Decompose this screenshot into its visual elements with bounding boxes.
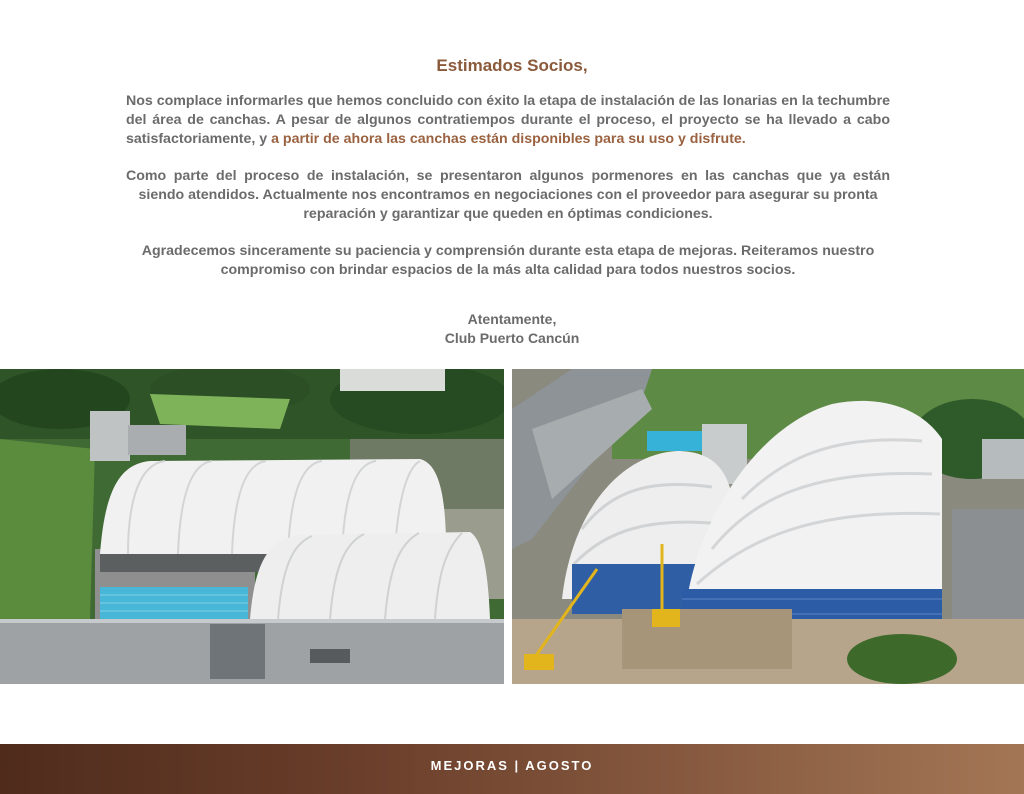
availability-highlight: a partir de ahora las canchas están disponibles para su uso y disfrute. (271, 131, 746, 147)
paragraph-thanks: Agradecemos sinceramente su paciencia y comprensión durante esta etapa de mejoras. Reiteramos nuestro compromiso con brindar espacios de la más alta calidad para todos nuestros socios. (141, 243, 875, 278)
paragraph-issues-rest: siendo atendidos. Actualmente nos encontramos en negociaciones con el proveedor para asegurar su pronta reparación y garantizar que queden en óptimas condiciones. (138, 187, 878, 222)
letter-body (126, 92, 890, 280)
paragraph-installation-text: Nos complace informarles que hemos concluido con éxito la etapa de instalación de las lonarias en la techumbre del área de canchas. A pesar de algunos contratiempos durante el proceso, el proyecto se ha llevado a cabo satisfactoriamente, y (126, 93, 890, 147)
paragraph-issues-line1: Como parte del proceso de instalación, se presentaron algunos pormenores en las canchas que ya están (126, 168, 890, 184)
closing-text: Atentamente, (467, 311, 557, 327)
paragraph-issues (126, 167, 890, 224)
footer-label: MEJORAS | AGOSTO (430, 758, 594, 773)
signature-text: Club Puerto Cancún (444, 330, 580, 346)
footer-banner (0, 744, 1024, 794)
aerial-photo-right (512, 369, 1024, 684)
aerial-photo-left (0, 369, 504, 684)
paragraph-installation (126, 92, 890, 149)
letter-greeting: Estimados Socios, (436, 56, 588, 75)
signoff (0, 310, 1024, 348)
